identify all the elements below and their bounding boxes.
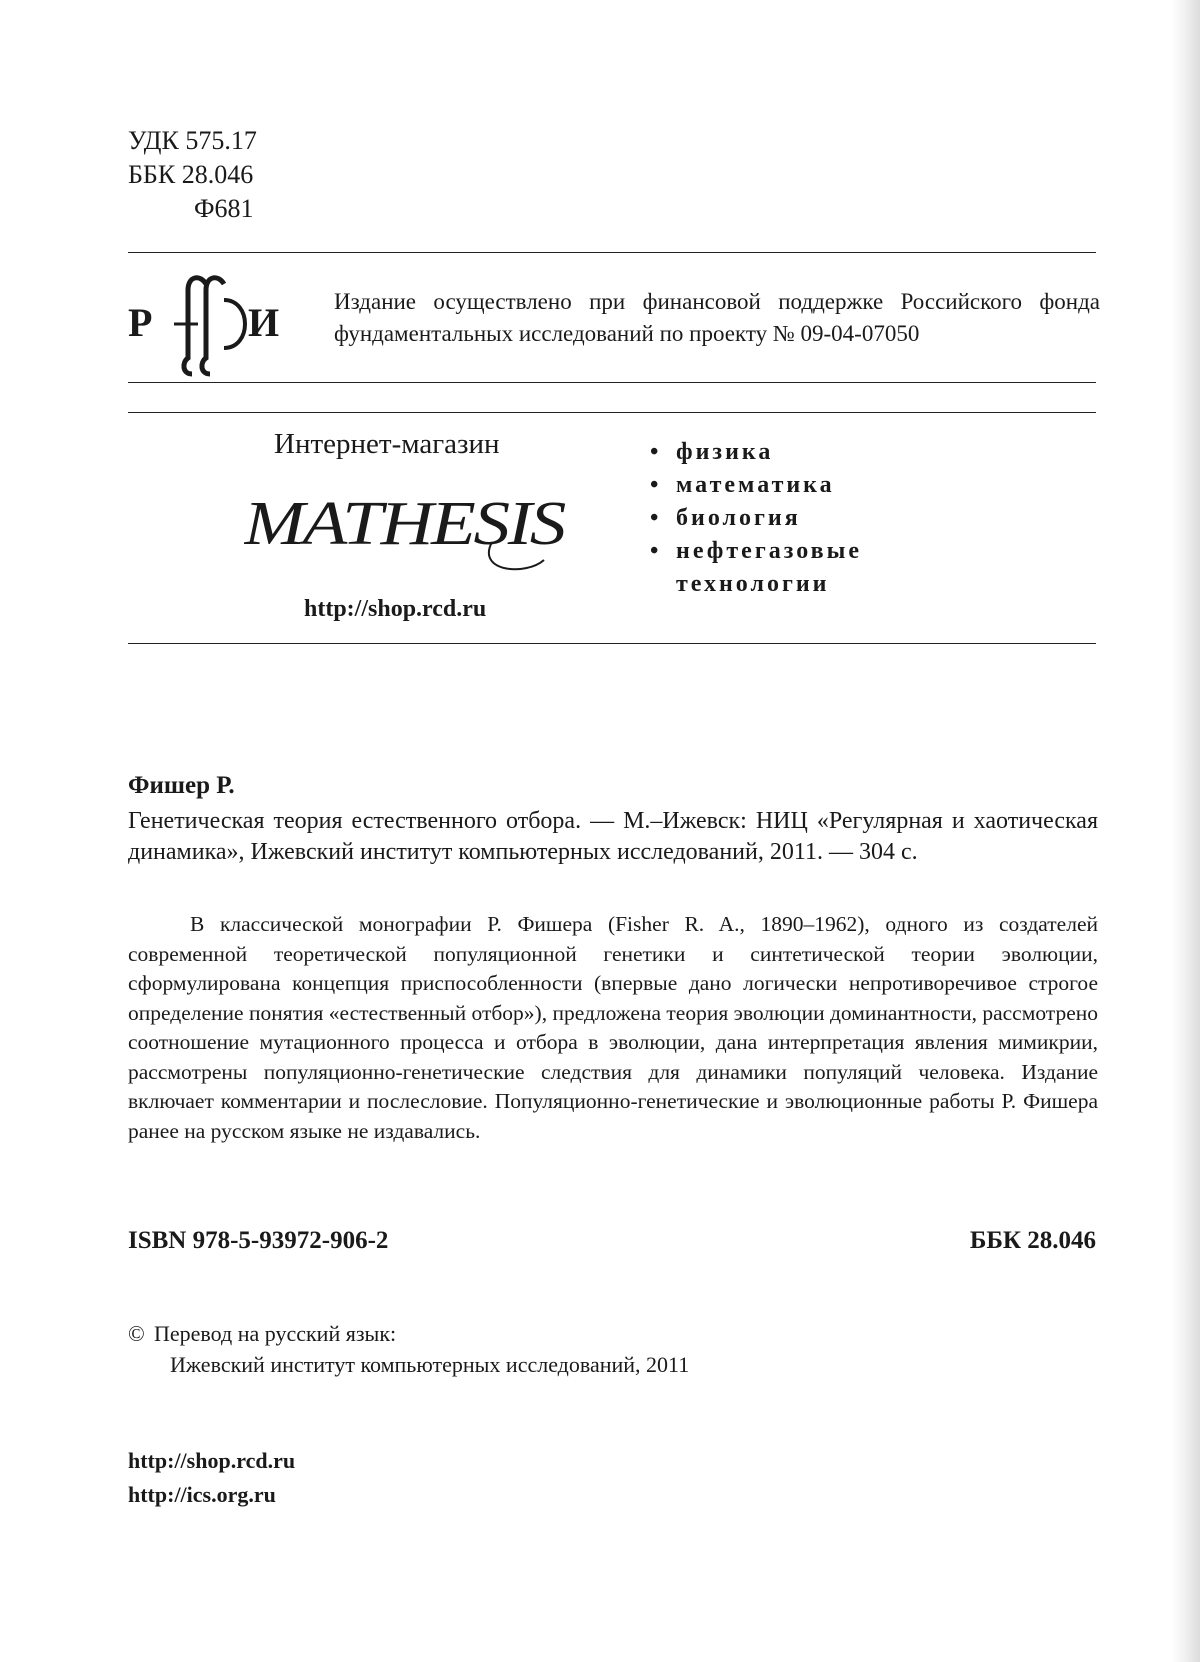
classification-codes bbox=[128, 124, 257, 226]
copyright-line-2: Ижевский институт компьютерных исследований, 2011 bbox=[128, 1349, 689, 1380]
bbk-code-footer: ББК 28.046 bbox=[970, 1227, 1096, 1255]
book-author: Фишер Р. bbox=[128, 772, 235, 800]
imprint-page bbox=[0, 0, 1200, 1662]
copyright-icon: © bbox=[128, 1318, 154, 1349]
udk-code: УДК 575.17 bbox=[128, 124, 257, 158]
url-ics[interactable]: http://ics.org.ru bbox=[128, 1478, 295, 1512]
isbn-code: ISBN 978-5-93972-906-2 bbox=[128, 1227, 388, 1255]
subject-item-continuation: технологии bbox=[650, 568, 862, 601]
shop-title: Интернет-магазин bbox=[274, 428, 500, 461]
bullet-icon: • bbox=[650, 502, 676, 535]
bullet-icon: • bbox=[650, 535, 676, 568]
svg-text:Р: Р bbox=[128, 300, 152, 345]
divider-bottom bbox=[128, 643, 1096, 644]
shop-url[interactable]: http://shop.rcd.ru bbox=[304, 596, 486, 623]
copyright-line-1: Перевод на русский язык: bbox=[154, 1321, 396, 1346]
svg-text:MATHESIS: MATHESIS bbox=[244, 490, 565, 558]
copyright-notice bbox=[128, 1318, 689, 1380]
subject-item-physics: • физика bbox=[650, 436, 862, 469]
svg-text:И: И bbox=[248, 300, 279, 345]
publisher-urls bbox=[128, 1444, 295, 1512]
divider-middle-2 bbox=[128, 412, 1096, 413]
subject-item-oil-gas: • нефтегазовые bbox=[650, 535, 862, 568]
bullet-icon: • bbox=[650, 436, 676, 469]
subject-item-biology: • биология bbox=[650, 502, 862, 535]
divider-middle-1 bbox=[128, 382, 1096, 383]
funding-note: Издание осуществлено при финансовой поддержке Российского фонда фундаментальных исследований по проекту № 09-04-07050 bbox=[334, 286, 1100, 350]
page-edge-shadow bbox=[1172, 0, 1200, 1662]
book-citation: Генетическая теория естественного отбора. — М.–Ижевск: НИЦ «Регулярная и хаотическая динамика», Ижевский институт компьютерных исследований, 2011. — 304 с. bbox=[128, 806, 1098, 868]
subject-item-math: • математика bbox=[650, 469, 862, 502]
bullet-icon: • bbox=[650, 469, 676, 502]
rffi-logo bbox=[128, 270, 288, 378]
bbk-code: ББК 28.046 bbox=[128, 158, 257, 192]
mathesis-logo bbox=[244, 476, 584, 576]
divider-top bbox=[128, 252, 1096, 253]
book-abstract: В классической монографии Р. Фишера (Fisher R. A., 1890–1962), одного из создателей современной теоретической популяционной генетики и синтетической теории эволюции, сформулирована концепция приспособленности (впервые дано логически непротиворечивое строгое определение понятия «естественный отбор»), предложена теория эволюции доминантности, рассмотрено соотношение мутационного процесса и отбора в эволюции, дана интерпретация явления мимикрии, рассмотрены популяционно-генетические следствия для динамики популяций человека. Издание включает комментарии и послесловие. Популяционно-генетические и эволюционные работы Р. Фишера ранее на русском языке не издавались. bbox=[128, 910, 1098, 1146]
author-mark: Ф681 bbox=[128, 192, 257, 226]
url-shop[interactable]: http://shop.rcd.ru bbox=[128, 1444, 295, 1478]
subject-list bbox=[650, 436, 862, 601]
